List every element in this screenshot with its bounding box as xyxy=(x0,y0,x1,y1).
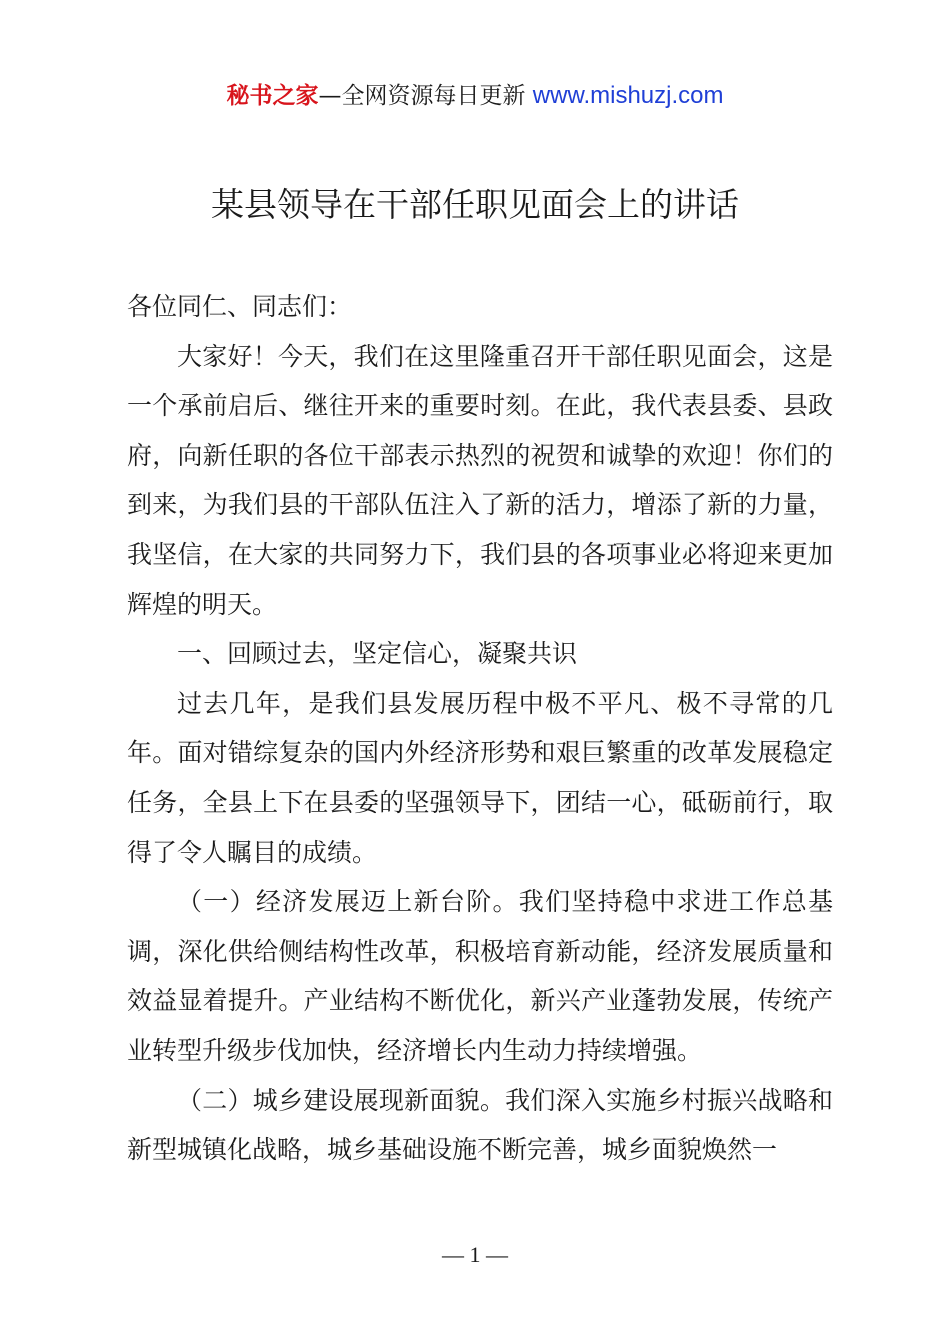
document-title: 某县领导在干部任职见面会上的讲话 xyxy=(211,185,739,224)
header-slogan: —全网资源每日更新 xyxy=(318,83,533,109)
paragraph: 过去几年，是我们县发展历程中极不平凡、极不寻常的几年。面对错综复杂的国内外经济形势和艰巨繁重的改革发展稳定任务，全县上下在县委的坚强领导下，团结一心，砥砺前行，取得了令人瞩目的成绩。 xyxy=(127,688,833,867)
site-url[interactable]: www.mishuzj.com xyxy=(532,82,724,109)
paragraph: （二）城乡建设展现新面貌。我们深入实施乡村振兴战略和新型城镇化战略，城乡基础设施不断完善，城乡面貌焕然一 xyxy=(127,1085,833,1165)
page-number: — 1 — xyxy=(442,1242,508,1267)
site-header xyxy=(0,80,950,112)
paragraph: 大家好！今天，我们在这里隆重召开干部任职见面会，这是一个承前启后、继往开来的重要时刻。在此，我代表县委、县政府，向新任职的各位干部表示热烈的祝贺和诚挚的欢迎！你们的到来，为我们县的干部队伍注入了新的活力，增添了新的力量，我坚信，在大家的共同努力下，我们县的各项事业必将迎来更加辉煌的明天。 xyxy=(127,341,833,619)
document-body xyxy=(127,282,833,1175)
greeting: 各位同仁、同志们： xyxy=(127,292,353,321)
paragraph: （一）经济发展迈上新台阶。我们坚持稳中求进工作总基调，深化供给侧结构性改革，积极培育新动能，经济发展质量和效益显着提升。产业结构不断优化，新兴产业蓬勃发展，传统产业转型升级步伐加快，经济增长内生动力持续增强。 xyxy=(127,887,833,1065)
section-heading: 一、回顾过去，坚定信心，凝聚共识 xyxy=(177,639,578,669)
brand-name: 秘书之家 xyxy=(226,83,319,109)
